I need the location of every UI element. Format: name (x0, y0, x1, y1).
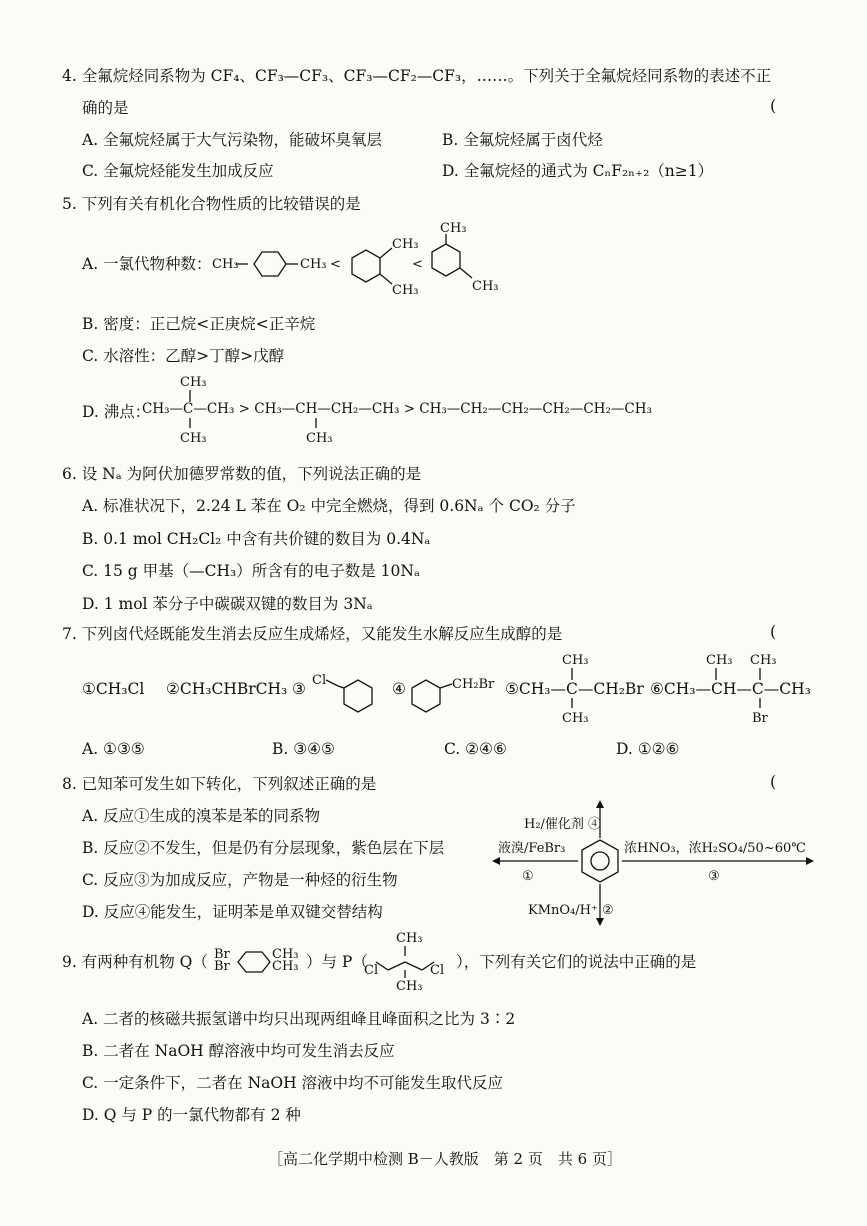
q7-stem: 7. 下列卤代烃既能发生消去反应生成烯烃，又能发生水解反应生成醇的是 (62, 625, 563, 643)
q7-compound-2: ②CH₃CHBrCH₃ (166, 680, 288, 698)
q6-option-c: C. 15 g 甲基（—CH₃）所含有的电子数是 10Nₐ (82, 562, 420, 580)
q4-option-a: A. 全氟烷烃属于大气污染物，能破坏臭氧层 (82, 131, 383, 149)
svg-text:CH₃: CH₃ (180, 375, 207, 390)
q6-option-d: D. 1 mol 苯分子中碳碳双键的数目为 3Nₐ (82, 595, 373, 613)
q7-compound-1: ①CH₃Cl (82, 680, 145, 698)
q7-compound-4-label: ④ (392, 680, 406, 698)
svg-text:CH₃: CH₃ (562, 653, 589, 668)
ch3-label: CH₃ (212, 257, 239, 272)
q7-compound-6: ⑥CH₃—CH—C—CH₃ (650, 680, 811, 698)
svg-text:Cl: Cl (430, 963, 445, 978)
q4-stem-cont: 确的是 (82, 99, 129, 117)
q8-option-a: A. 反应①生成的溴苯是苯的同系物 (82, 807, 321, 825)
svg-text:Br: Br (752, 711, 768, 726)
q5-option-a-label: A. 一氯代物种数： (82, 255, 212, 273)
q9-option-c: C. 一定条件下，二者在 NaOH 溶液中均不可能发生取代反应 (82, 1074, 504, 1092)
answer-paren: ( (770, 96, 777, 115)
q5-option-d-label: D. 沸点： (82, 403, 151, 421)
q6-option-a: A. 标准状况下，2.24 L 苯在 O₂ 中完全燃烧，得到 0.6Nₐ 个 CO₂ 分子 (82, 497, 576, 515)
svg-text:浓HNO₃，浓H₂SO₄/50~60℃: 浓HNO₃，浓H₂SO₄/50~60℃ (624, 841, 806, 856)
q5-option-b: B. 密度：正己烷<正庚烷<正辛烷 (82, 315, 316, 333)
svg-text:Br: Br (214, 947, 230, 962)
q7-compound-5: ⑤CH₃—C—CH₂Br (505, 680, 644, 698)
svg-text:<: < (412, 257, 423, 272)
svg-text:③: ③ (708, 869, 720, 884)
q7-option-a: A. ①③⑤ (82, 740, 145, 758)
svg-text:CH₃: CH₃ (440, 221, 467, 236)
q8-option-b: B. 反应②不发生，但是仍有分层现象，紫色层在下层 (82, 839, 445, 857)
q4-stem: 4. 全氟烷烃同系物为 CF₄、CF₃—CF₃、CF₃—CF₂—CF₃，……。下列关于全氟烷烃同系物的表述不正 (62, 67, 772, 85)
svg-text:<: < (330, 257, 341, 272)
svg-text:CH₃: CH₃ (180, 431, 207, 446)
q6-stem: 6. 设 Nₐ 为阿伏加德罗常数的值，下列说法正确的是 (62, 465, 422, 483)
q5-stem: 5. 下列有关有机化合物性质的比较错误的是 (62, 195, 361, 213)
svg-text:液溴/FeBr₃: 液溴/FeBr₃ (498, 841, 566, 856)
q9-stem-b: ）与 P（ (306, 953, 368, 971)
q7-option-c: C. ②④⑥ (444, 740, 507, 758)
q4-option-c: C. 全氟烷烃能发生加成反应 (82, 162, 274, 180)
q8-option-d: D. 反应④能发生，证明苯是单双键交替结构 (82, 903, 383, 921)
q6-option-b: B. 0.1 mol CH₂Cl₂ 中含有共价键的数目为 0.4Nₐ (82, 530, 431, 548)
svg-text:CH₂Br: CH₂Br (452, 677, 495, 692)
svg-text:Br: Br (214, 959, 230, 974)
svg-text:CH₃: CH₃ (392, 283, 419, 298)
q9-stem-c: ），下列有关它们的说法中正确的是 (456, 953, 697, 971)
q7-option-b: B. ③④⑤ (272, 740, 335, 758)
q5-option-c: C. 水溶性：乙醇>丁醇>戊醇 (82, 347, 285, 365)
q8-option-c: C. 反应③为加成反应，产物是一种烃的衍生物 (82, 871, 398, 889)
q8-stem: 8. 已知苯可发生如下转化，下列叙述正确的是 (62, 775, 377, 793)
svg-text:CH₃: CH₃ (392, 237, 419, 252)
svg-text:CH₃: CH₃ (562, 711, 589, 726)
q7-option-d: D. ①②⑥ (616, 740, 680, 758)
svg-text:Cl: Cl (364, 963, 379, 978)
q9-option-a: A. 二者的核磁共振氢谱中均只出现两组峰且峰面积之比为 3∶2 (82, 1010, 516, 1028)
page-footer: ［高二化学期中检测 B－人教版 第 2 页 共 6 页］ (268, 1150, 622, 1168)
svg-text:CH₃: CH₃ (272, 947, 299, 962)
svg-text:Cl: Cl (312, 673, 327, 688)
svg-text:H₂/催化剂 ④: H₂/催化剂 ④ (524, 817, 602, 832)
q4-option-d: D. 全氟烷烃的通式为 CₙF₂ₙ₊₂（n≥1） (442, 162, 714, 180)
svg-text:CH₃: CH₃ (396, 979, 423, 994)
q9-option-d: D. Q 与 P 的一氯代物都有 2 种 (82, 1106, 301, 1124)
svg-text:CH₃: CH₃ (396, 931, 423, 946)
q9-stem-a: 9. 有两种有机物 Q（ (62, 953, 208, 971)
q7-compound-3-label: ③ (292, 680, 306, 698)
q5-option-d-formula: CH₃—C—CH₃ > CH₃—CH—CH₂—CH₃ > CH₃—CH₂—CH₂—CH₂—CH₂—CH₃ (142, 401, 652, 417)
q4-option-b: B. 全氟烷烃属于卤代烃 (442, 131, 603, 149)
svg-text:CH₃: CH₃ (706, 653, 733, 668)
svg-text:KMnO₄/H⁺ ②: KMnO₄/H⁺ ② (528, 903, 614, 918)
q9-option-b: B. 二者在 NaOH 醇溶液中均可发生消去反应 (82, 1042, 395, 1060)
svg-text:CH₃: CH₃ (750, 653, 777, 668)
svg-text:CH₃: CH₃ (306, 431, 333, 446)
svg-text:CH₃: CH₃ (472, 279, 499, 294)
svg-text:CH₃: CH₃ (300, 257, 327, 272)
svg-text:①: ① (522, 869, 534, 884)
svg-text:CH₃: CH₃ (272, 959, 299, 974)
